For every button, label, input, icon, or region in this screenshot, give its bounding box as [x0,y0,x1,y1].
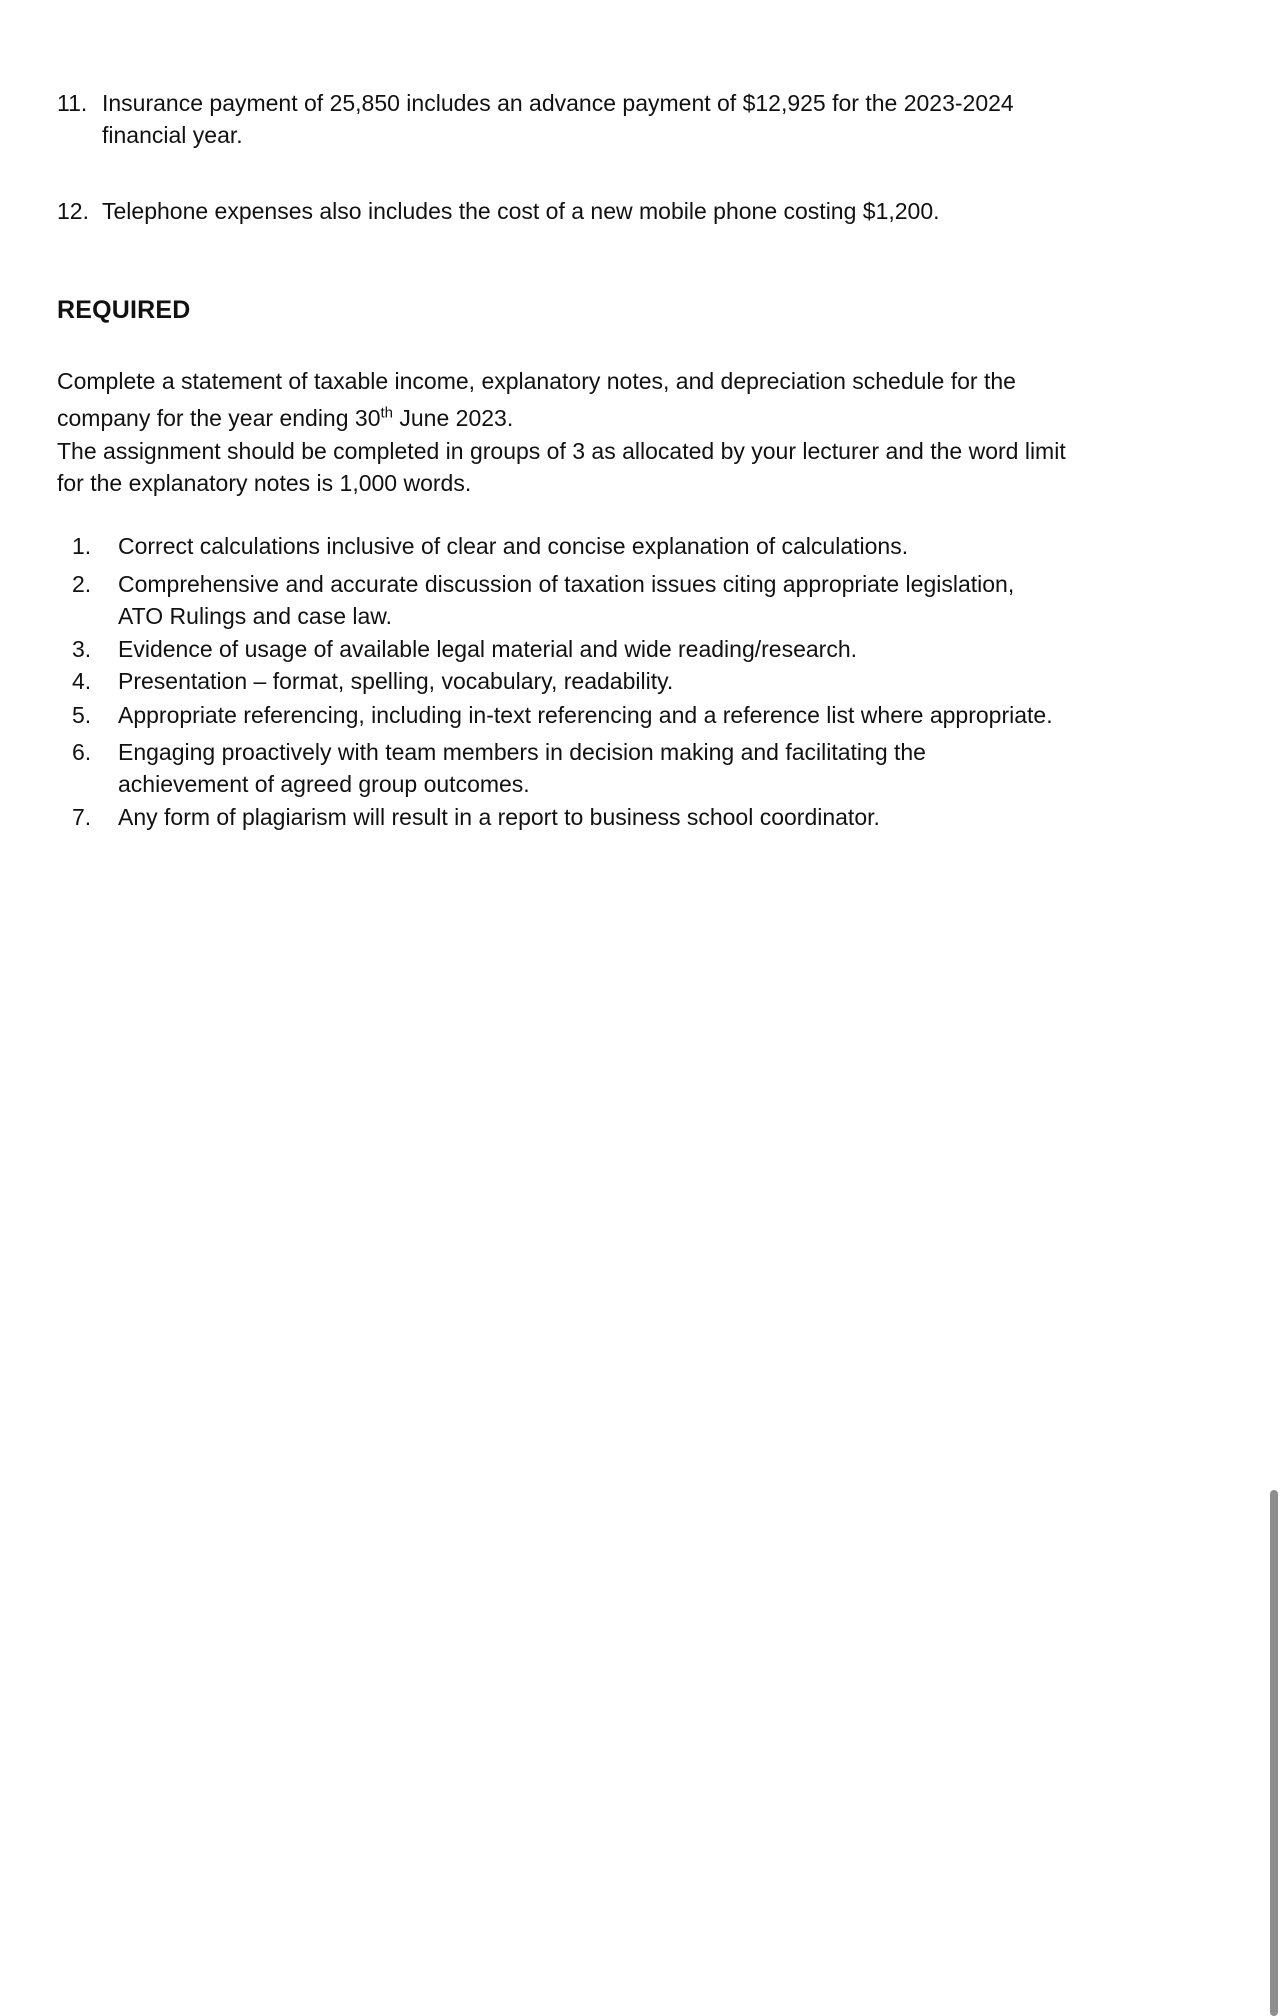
list-text: Comprehensive and accurate discussion of taxation issues citing appropriate legislation, [118,571,1015,597]
list-text-continued: ATO Rulings and case law. [118,603,393,629]
group-line: The assignment should be completed in groups of 3 as allocated by your lecturer and the word limit [57,438,1066,464]
list-item [57,633,1207,665]
list-text-continued: achievement of agreed group outcomes. [118,771,530,797]
note-text-continued: financial year. [102,122,243,148]
list-text: Engaging proactively with team members in decision making and facilitating the [118,739,926,765]
note-text: Insurance payment of 25,850 includes an advance payment of $12,925 for the 2023-2024 [102,90,1014,116]
list-text: Any form of plagiarism will result in a report to business school coordinator. [118,804,880,830]
list-number: 7. [72,804,92,830]
required-intro [57,365,1237,499]
list-number: 1. [72,533,92,559]
group-line-continued: for the explanatory notes is 1,000 words. [57,470,472,496]
list-number: 2. [72,571,92,597]
list-text: Correct calculations inclusive of clear and concise explanation of calculations. [118,533,909,559]
intro-text-end: June 2023. [393,405,514,431]
list-number: 5. [72,702,92,728]
ordinal-suffix: th [380,404,393,422]
list-item [57,665,1207,697]
note-text: Telephone expenses also includes the cost of a new mobile phone costing $1,200. [102,198,940,224]
intro-line-date [57,402,1237,434]
note-item-11 [57,87,1217,151]
intro-line: Complete a statement of taxable income, explanatory notes, and depreciation schedule for the [57,368,1016,394]
list-text: Appropriate referencing, including in-text referencing and a reference list where appropriate. [118,702,1053,728]
list-item [57,736,1207,800]
list-number: 6. [72,739,92,765]
list-text: Presentation – format, spelling, vocabulary, readability. [118,668,674,694]
criteria-list [57,530,1207,833]
list-number: 4. [72,668,92,694]
list-item [57,699,1207,731]
intro-text: company for the year ending 30 [57,405,381,431]
note-number: 11. [57,90,88,116]
list-item [57,801,1207,833]
list-item [57,530,1207,562]
note-number: 12. [57,198,89,224]
list-number: 3. [72,636,92,662]
section-heading: REQUIRED [57,296,191,324]
list-text: Evidence of usage of available legal material and wide reading/research. [118,636,858,662]
note-item-12 [57,195,1217,227]
vertical-scrollbar[interactable] [1270,1490,1278,2016]
list-item [57,568,1207,632]
